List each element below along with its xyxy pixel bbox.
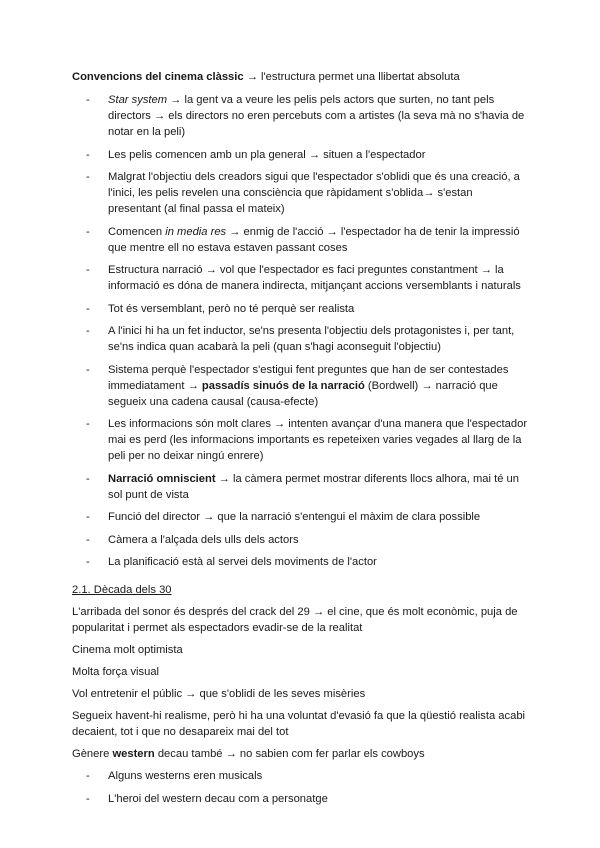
list-item <box>72 362 528 410</box>
list-item <box>72 147 528 163</box>
western-list <box>72 768 528 807</box>
text-run: → enmig de l'acció → l'espectador ha de tenir la impressió que mentre ell no estava estaven passant coses <box>108 225 520 254</box>
paragraph <box>72 686 528 702</box>
text-run: (Bordwell) → narració que segueix una cadena causal (causa-efecte) <box>108 379 498 408</box>
text-run: → la càmera permet mostrar diferents llocs alhora, mai té un sol punt de vista <box>108 472 519 501</box>
list-item <box>72 471 528 503</box>
heading-bold: Convencions del cinema clàssic <box>72 71 244 83</box>
text-run: Malgrat l'objectiu dels creadors sigui que l'espectador s'oblidi que és una creació, a l'inici, les pelis revelen una consciència que ràpidament s'oblida→ s'estan presentant (al final passa el mateix) <box>108 171 520 215</box>
text-run: L'arribada del sonor és després del crack del 29 → el cine, que és molt econòmic, puja de popularitat i permet als espectadors evadir-se de la realitat <box>72 606 518 634</box>
paragraph <box>72 664 528 680</box>
text-run: Les pelis comencen amb un pla general → situen a l'espectador <box>108 148 426 161</box>
paragraph <box>72 642 528 658</box>
list-item <box>72 509 528 525</box>
text-run: Molta força visual <box>72 666 160 678</box>
text-run: → la gent va a veure les pelis pels actors que surten, no tant pels directors → els directors no eren percebuts com a artistes (la seva mà no s'havia de notar en la peli) <box>108 94 525 138</box>
text-run: Tot és versemblant, però no té perquè ser realista <box>108 302 355 315</box>
list-item <box>72 92 528 140</box>
list-item <box>72 532 528 548</box>
list-item <box>72 262 528 294</box>
list-item <box>72 224 528 256</box>
subsection-title: 2.1. Dècada dels 30 <box>72 584 172 596</box>
list-item <box>72 323 528 355</box>
text-run: Les informacions són molt clares → intenten avançar d'una manera que l'espectador mai es perd (les informacions importants es repeteixen varies vegades al llarg de la peli per no deixar ningú enrere) <box>108 418 528 462</box>
bold-text: Narració omniscient <box>108 472 216 485</box>
heading-rest: → l'estructura permet una llibertat absoluta <box>243 71 460 83</box>
list-item <box>72 301 528 317</box>
text-run: Segueix havent-hi realisme, però hi ha una voluntat d'evasió fa que la qüestió realista acabi decaient, tot i que no desapareix mai del tot <box>72 710 526 738</box>
list-item <box>72 169 528 217</box>
text-run: Alguns westerns eren musicals <box>108 770 263 782</box>
list-item <box>72 554 528 570</box>
bold-text: western <box>112 748 155 760</box>
text-run: A l'inici hi ha un fet inductor, se'ns presenta l'objectiu dels protagonistes i, per tant, se'ns indica quan acabarà la peli (quan s'hagi aconseguit l'objectiu) <box>108 325 515 353</box>
text-run: L'heroi del western decau com a personatge <box>108 792 328 805</box>
paragraph <box>72 746 528 762</box>
text-run: Càmera a l'alçada dels ulls dels actors <box>108 533 299 546</box>
text-run: Sistema perquè l'espectador s'estigui fent preguntes que han de ser contestades immediatament → <box>108 363 509 392</box>
text-run: Cinema molt optimista <box>72 644 183 656</box>
bold-text: passadís sinuós de la narració <box>201 379 365 392</box>
italic-text: in media res <box>165 225 227 238</box>
list-item <box>72 791 528 807</box>
text-run: La planificació està al servei dels moviments de l'actor <box>108 556 377 568</box>
paragraph <box>72 604 528 636</box>
section-heading <box>72 69 528 85</box>
text-run: decau també → no sabien com fer parlar els cowboys <box>154 748 425 760</box>
text-run: Vol entretenir el públic → que s'oblidi de les seves misèries <box>72 688 366 700</box>
text-run: Estructura narració → vol que l'espectador es faci preguntes constantment → la informació es dóna de manera indirecta, mitjançant accions versemblants i naturals <box>108 264 521 292</box>
conventions-list <box>72 92 528 570</box>
list-item <box>72 416 528 464</box>
text-run: Comencen <box>108 225 166 238</box>
italic-text: Star system <box>108 94 168 106</box>
text-run: Gènere <box>72 748 113 760</box>
paragraph <box>72 708 528 740</box>
subsection-body <box>72 604 528 762</box>
text-run: Funció del director → que la narració s'entengui el màxim de clara possible <box>108 511 481 523</box>
list-item <box>72 768 528 784</box>
